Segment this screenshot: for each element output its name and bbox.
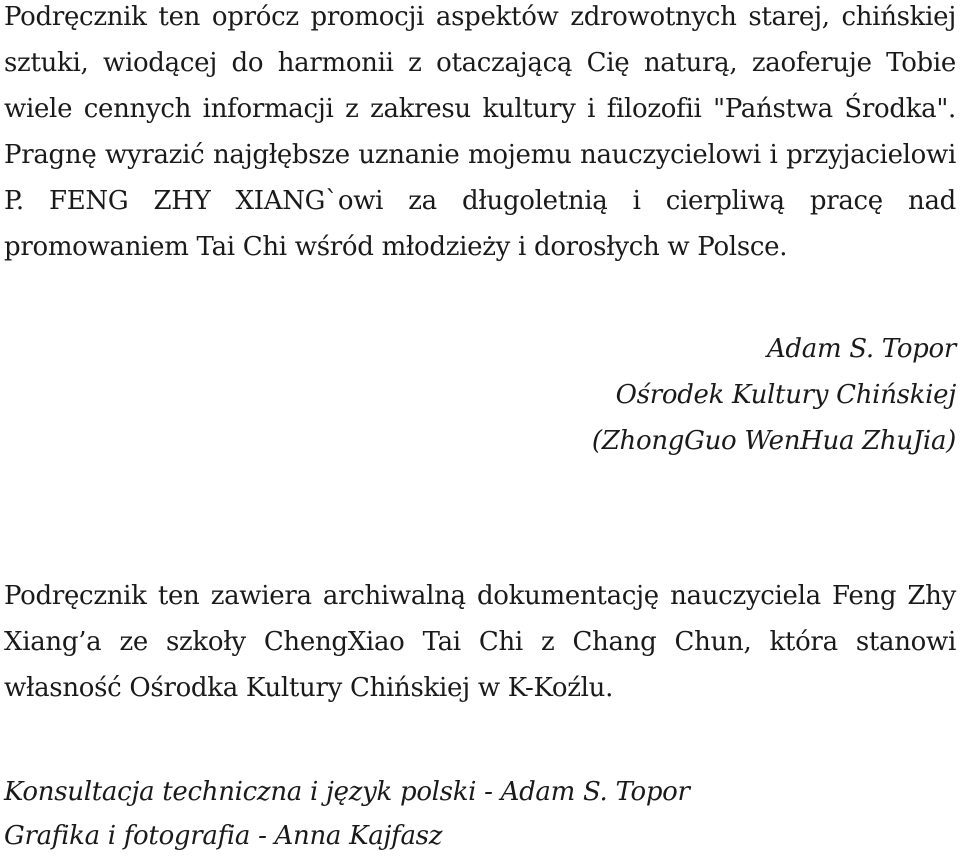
credit-consultation: Konsultacja techniczna i język polski - Adam S. Topor: [4, 777, 690, 807]
signature-name: Adam S. Topor: [766, 334, 956, 364]
signature-organization: Ośrodek Kultury Chińskiej: [615, 380, 956, 410]
signature-block: [592, 326, 956, 464]
archive-paragraph: Podręcznik ten zawiera archiwalną dokumentację nauczyciela Feng Zhy Xiang’a ze szkoły ChengXiao Tai Chi z Chang Chun, która stanowi własność Ośrodka Kultury Chińskiej w K-Koźlu.: [4, 581, 956, 703]
credit-graphics: Grafika i fotografia - Anna Kajfasz: [4, 821, 443, 851]
intro-paragraph: Podręcznik ten oprócz promocji aspektów zdrowotnych starej, chińskiej sztuki, wiodącej do harmonii z otaczającą Cię naturą, zaoferuje Tobie wiele cennych informacji z zakresu kultury i filozofii "Państwa Środka". Pragnę wyrazić najgłębsze uznanie mojemu nauczycielowi i przyjacielowi P. FENG ZHY XIANG`owi za długoletnią i cierpliwą pracę nad promowaniem Tai Chi wśród młodzieży i dorosłych w Polsce.: [4, 2, 956, 262]
signature-organization-romanized: (ZhongGuo WenHua ZhuJia): [591, 426, 956, 456]
credits-block: [4, 770, 690, 858]
